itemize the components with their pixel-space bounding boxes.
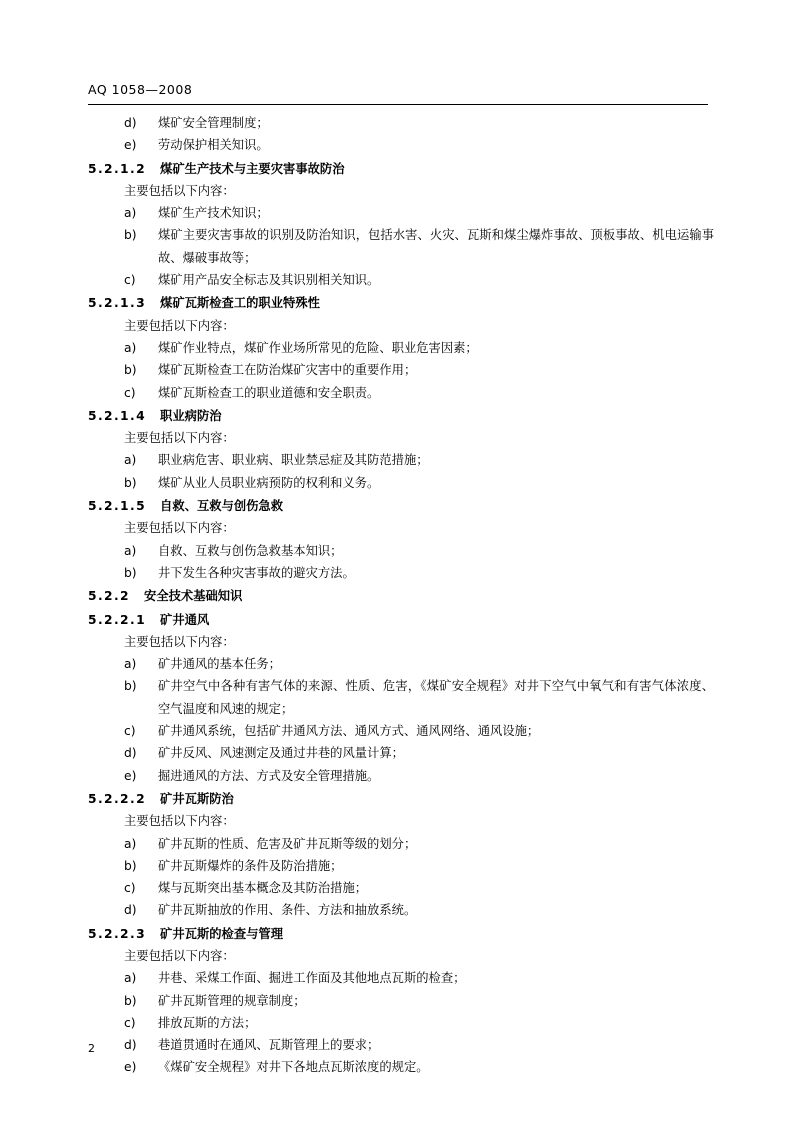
section-number: 5.2.1.4 bbox=[88, 408, 147, 423]
list-item-text: 矿井空气中各种有害气体的来源、性质、危害，《煤矿安全规程》对井下空气中氧气和有害气体浓度、空气温度和风速的规定； bbox=[158, 679, 714, 716]
list-item-label: b) bbox=[124, 565, 137, 580]
page-header: AQ 1058—2008 bbox=[88, 82, 193, 97]
list-item-text: 煤矿从业人员职业病预防的权利和义务。 bbox=[158, 475, 380, 490]
paragraph: 主要包括以下内容： bbox=[124, 521, 235, 536]
list-item-text: 煤矿主要灾害事故的识别及防治知识，包括水害、火灾、瓦斯和煤尘爆炸事故、顶板事故、机电运输事故、爆破事故等； bbox=[158, 228, 714, 265]
list-item-label: a) bbox=[124, 340, 137, 355]
list-item-label: c) bbox=[124, 273, 136, 288]
list-item-text: 矿井瓦斯管理的规章制度； bbox=[158, 993, 306, 1008]
list-item-text: 矿井反风、风速测定及通过井巷的风量计算； bbox=[158, 746, 404, 761]
list-item-label: c) bbox=[124, 724, 136, 739]
list-item-text: 煤矿安全管理制度； bbox=[158, 116, 269, 130]
list-item bbox=[124, 877, 714, 899]
list-item-label: b) bbox=[124, 228, 137, 243]
document-body bbox=[88, 112, 714, 1079]
list-item-label: d) bbox=[124, 903, 137, 918]
list-item bbox=[124, 382, 714, 404]
section-heading bbox=[88, 923, 714, 945]
section-heading bbox=[88, 609, 714, 631]
list-item bbox=[124, 653, 714, 675]
list-item-text: 矿井瓦斯抽放的作用、条件、方法和抽放系统。 bbox=[158, 903, 417, 918]
section-number: 5.2.2.2 bbox=[88, 791, 147, 806]
list-item bbox=[124, 112, 714, 134]
list-item-text: 《煤矿安全规程》对井下各地点瓦斯浓度的规定。 bbox=[158, 1060, 429, 1075]
list-item-text: 煤矿生产技术知识； bbox=[158, 206, 269, 221]
section-number: 5.2.1.5 bbox=[88, 499, 147, 514]
section-title: 矿井通风 bbox=[160, 612, 210, 627]
list-item bbox=[124, 202, 714, 224]
list-item-text: 煤矿瓦斯检查工的职业道德和安全职责。 bbox=[158, 385, 380, 400]
list-item bbox=[124, 675, 714, 720]
section-title: 矿井瓦斯防治 bbox=[160, 791, 234, 806]
list-item-label: b) bbox=[124, 475, 137, 490]
list-item-label: e) bbox=[124, 1060, 137, 1075]
list-item-text: 煤矿作业特点，煤矿作业场所常见的危险、职业危害因素； bbox=[158, 340, 478, 355]
list-item-label: d) bbox=[124, 116, 137, 130]
list-item-text: 矿井通风系统，包括矿井通风方法、通风方式、通风网络、通风设施； bbox=[158, 724, 540, 739]
list-item-label: b) bbox=[124, 363, 137, 378]
list-item-label: c) bbox=[124, 385, 136, 400]
list-item-text: 矿井通风的基本任务； bbox=[158, 657, 281, 672]
section-number: 5.2.2.3 bbox=[88, 926, 147, 941]
list-item-text: 矿井瓦斯爆炸的条件及防治措施； bbox=[158, 858, 343, 873]
list-item-label: a) bbox=[124, 971, 137, 986]
list-item-label: b) bbox=[124, 993, 137, 1008]
list-item-label: a) bbox=[124, 453, 137, 468]
list-item-text: 排放瓦斯的方法； bbox=[158, 1015, 257, 1030]
header-rule bbox=[88, 104, 708, 105]
section-heading bbox=[88, 788, 714, 810]
list-item bbox=[124, 1012, 714, 1034]
list-item-label: d) bbox=[124, 1038, 137, 1053]
list-item bbox=[124, 1034, 714, 1056]
list-item bbox=[124, 224, 714, 269]
section-title: 煤矿瓦斯检查工的职业特殊性 bbox=[160, 296, 320, 311]
paragraph: 主要包括以下内容： bbox=[124, 814, 235, 829]
list-item-text: 井下发生各种灾害事故的避灾方法。 bbox=[158, 565, 355, 580]
list-item-label: a) bbox=[124, 657, 137, 672]
list-item-text: 煤与瓦斯突出基本概念及其防治措施； bbox=[158, 881, 368, 896]
section-heading bbox=[88, 585, 714, 607]
section-number: 5.2.1.2 bbox=[88, 161, 147, 176]
section-title: 安全技术基础知识 bbox=[144, 589, 243, 604]
list-item-label: a) bbox=[124, 836, 137, 851]
list-item bbox=[124, 899, 714, 921]
list-item bbox=[124, 472, 714, 494]
section-title: 职业病防治 bbox=[160, 408, 222, 423]
list-item-text: 掘进通风的方法、方式及安全管理措施。 bbox=[158, 768, 380, 783]
list-item bbox=[124, 562, 714, 584]
list-item bbox=[124, 337, 714, 359]
list-item-text: 矿井瓦斯的性质、危害及矿井瓦斯等级的划分； bbox=[158, 836, 417, 851]
list-item bbox=[124, 855, 714, 877]
section-number: 5.2.1.3 bbox=[88, 296, 147, 311]
list-item-label: e) bbox=[124, 138, 137, 153]
list-item-label: a) bbox=[124, 206, 137, 221]
list-item-label: e) bbox=[124, 768, 137, 783]
list-item-text: 巷道贯通时在通风、瓦斯管理上的要求； bbox=[158, 1038, 380, 1053]
section-heading bbox=[88, 292, 714, 314]
list-item-label: b) bbox=[124, 858, 137, 873]
section-title: 煤矿生产技术与主要灾害事故防治 bbox=[160, 161, 345, 176]
paragraph: 主要包括以下内容： bbox=[124, 318, 235, 333]
list-item-label: d) bbox=[124, 746, 137, 761]
section-number: 5.2.2.1 bbox=[88, 612, 147, 627]
list-item-text: 煤矿用产品安全标志及其识别相关知识。 bbox=[158, 273, 380, 288]
list-item-text: 职业病危害、职业病、职业禁忌症及其防范措施； bbox=[158, 453, 429, 468]
list-item-text: 煤矿瓦斯检查工在防治煤矿灾害中的重要作用； bbox=[158, 363, 417, 378]
section-heading bbox=[88, 495, 714, 517]
list-item bbox=[124, 449, 714, 471]
list-item-label: c) bbox=[124, 881, 136, 896]
section-heading bbox=[88, 158, 714, 180]
list-item bbox=[124, 765, 714, 787]
list-item-label: b) bbox=[124, 679, 137, 694]
list-item bbox=[124, 720, 714, 742]
list-item bbox=[124, 134, 714, 156]
list-item-label: a) bbox=[124, 543, 137, 558]
paragraph: 主要包括以下内容： bbox=[124, 183, 235, 198]
section-heading bbox=[88, 405, 714, 427]
list-item bbox=[124, 833, 714, 855]
section-title: 矿井瓦斯的检查与管理 bbox=[160, 926, 284, 941]
paragraph: 主要包括以下内容： bbox=[124, 948, 235, 963]
list-item bbox=[124, 540, 714, 562]
list-item bbox=[124, 1056, 714, 1078]
list-item bbox=[124, 990, 714, 1012]
list-item-text: 劳动保护相关知识。 bbox=[158, 138, 269, 153]
paragraph: 主要包括以下内容： bbox=[124, 634, 235, 649]
section-number: 5.2.2 bbox=[88, 589, 131, 604]
list-item-label: c) bbox=[124, 1015, 136, 1030]
list-item bbox=[124, 967, 714, 989]
list-item bbox=[124, 269, 714, 291]
list-item-text: 井巷、采煤工作面、掘进工作面及其他地点瓦斯的检查； bbox=[158, 971, 466, 986]
list-item bbox=[124, 359, 714, 381]
list-item bbox=[124, 742, 714, 764]
list-item-text: 自救、互救与创伤急救基本知识； bbox=[158, 543, 343, 558]
page-number: 2 bbox=[88, 1042, 95, 1055]
paragraph: 主要包括以下内容： bbox=[124, 431, 235, 446]
section-title: 自救、互救与创伤急救 bbox=[160, 499, 284, 514]
